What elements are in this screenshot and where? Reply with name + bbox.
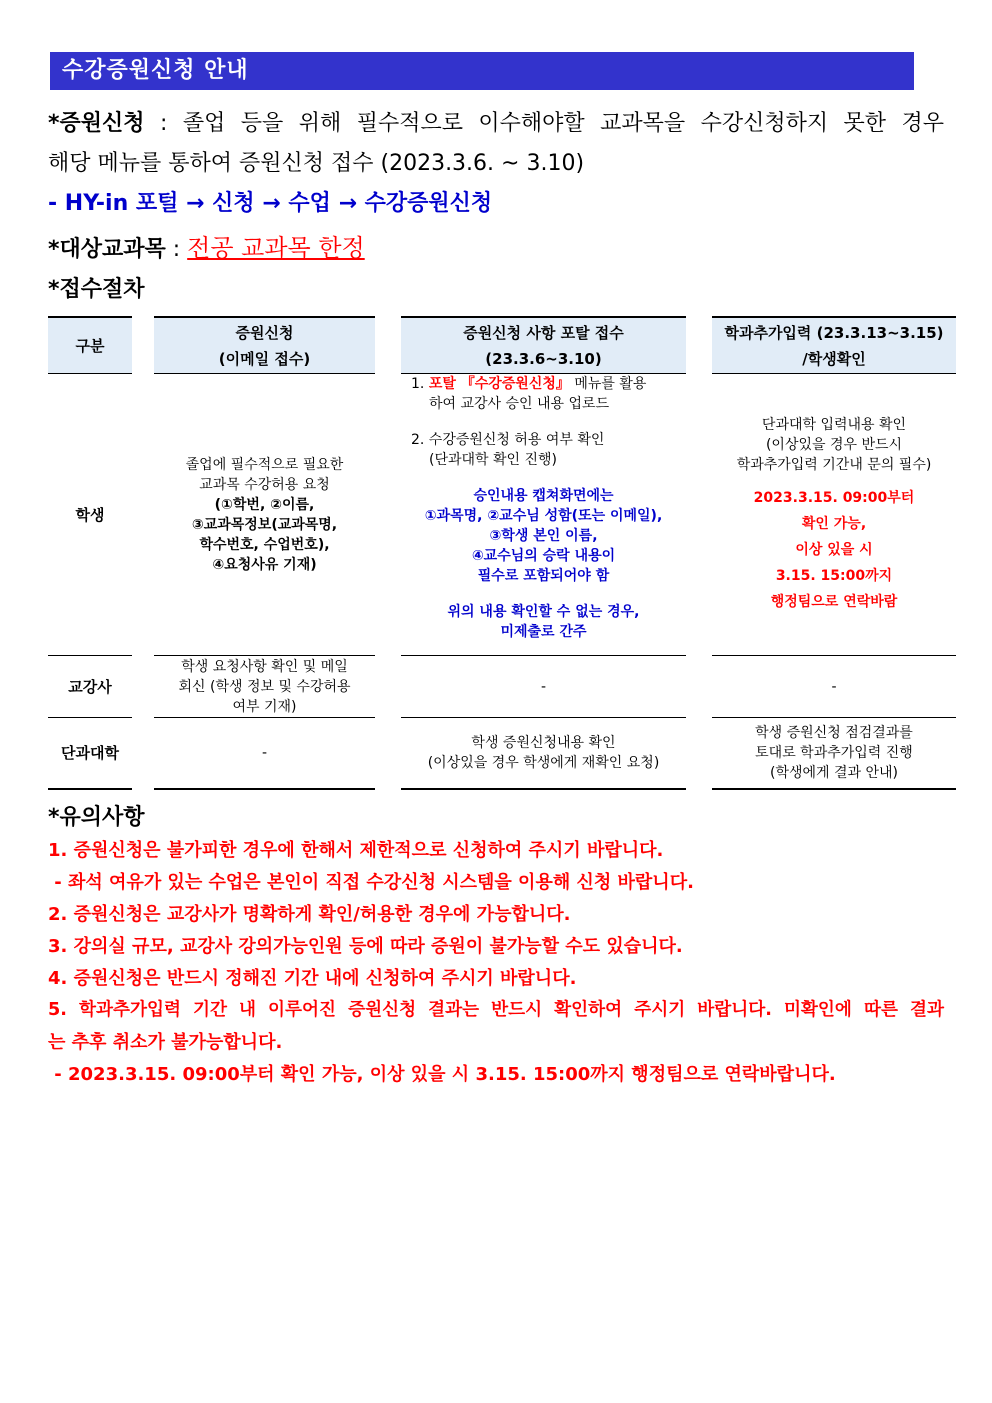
definition-text-2: 해당 메뉴를 통하여 증원신청 접수 (2023.3.6. ~ 3.10) [48,151,585,176]
dept-check-line: 학과추가입력 기간내 문의 필수) [736,456,932,473]
instructor-email-line: 여부 기재) [232,698,297,715]
student-email-bold-line: ④요청사유 기재) [212,556,317,573]
menu-path: - HY-in 포털 → 신청 → 수업 → 수강증원신청 [48,191,493,216]
college-portal-cell [401,718,686,790]
portal-step-2-line2: (단과대학 확인 진행) [429,452,558,468]
college-email-cell [154,718,375,790]
header-gubun-text: 구분 [75,336,105,355]
row-label-instructor-text: 교강사 [68,677,112,696]
definition-text-1: 졸업 등을 위해 필수적으로 이수해야할 교과목을 수강신청하지 못한 경우 [182,111,944,136]
header-dept-l2: /학생확인 [802,349,866,368]
note-item: - 좌석 여유가 있는 수업은 본인이 직접 수강신청 시스템을 이용해 신청 바랍니다. [48,872,694,893]
page-title: 수강증원신청 안내 [50,52,914,90]
instructor-portal-dash: - [540,678,547,695]
definition-sep: : [144,111,183,136]
instructor-portal-cell [401,656,686,718]
portal-step-1-rest: 메뉴를 활용 [569,376,647,392]
row-label-college [48,718,132,790]
definition-label: *증원신청 [48,111,145,136]
capture-requirement-line: ④교수님의 승락 내용이 [471,548,616,564]
instructor-email-line: 학생 요청사항 확인 및 메일 [181,658,348,675]
dept-deadline-line: 행정팀으로 연락바람 [770,593,898,610]
header-email-application [154,316,375,374]
note-item: 1. 증원신청은 불가피한 경우에 한해서 제한적으로 신청하여 주시기 바랍니다. [48,840,664,861]
portal-step-1-prefix: 1. [411,376,429,392]
instructor-dept-cell [712,656,956,718]
college-portal-line: 학생 증원신청내용 확인 [471,735,616,751]
target-value: 전공 교과목 한정 [187,234,365,262]
non-submission-line: 미제출로 간주 [500,624,587,640]
target-line [48,228,365,263]
college-portal-line: (이상있을 경우 학생에게 재확인 요청) [427,755,660,771]
procedure-table [48,316,956,790]
dept-deadline-line: 이상 있을 시 [795,541,873,558]
header-email-l2: (이메일 접수) [218,349,311,368]
portal-step-1-menu: 포탈 『수강증원신청』 [428,376,570,392]
student-email-bold-line: ③교과목정보(교과목명, [191,516,338,533]
student-email-line: 졸업에 필수적으로 필요한 [185,456,344,473]
capture-requirement-line: ①과목명, ②교수님 성함(또는 이메일), [424,508,663,524]
header-portal-submission [401,316,686,374]
dept-deadline-line: 2023.3.15. 09:00부터 [753,489,915,506]
header-portal-l2: (23.3.6~3.10) [485,349,602,368]
college-dept-line: (학생에게 결과 안내) [769,765,899,781]
note-item: 2. 증원신청은 교강사가 명확하게 확인/허용한 경우에 가능합니다. [48,904,571,925]
note-item: 3. 강의실 규모, 교강사 강의가능인원 등에 따라 증원이 불가능할 수도 있습니다. [48,936,683,957]
portal-step-2 [401,430,604,470]
portal-step-2-line1: 2. 수강증원신청 허용 여부 확인 [411,432,605,448]
note-item: 는 추후 취소가 불가능합니다. [48,1032,283,1053]
instructor-email-line: 회신 (학생 정보 및 수강허용 [178,678,351,695]
definition-line-1 [48,106,944,137]
dept-check-line: (이상있을 경우 반드시 [765,436,903,453]
student-email-bold-line: (①학번, ②이름, [214,496,315,513]
capture-requirement-line: ③학생 본인 이름, [489,528,598,544]
note-item: 5. 학과추가입력 기간 내 이루어진 증원신청 결과는 반드시 확인하여 주시기 바랍니다. 미확인에 따른 결과 [48,1000,944,1020]
dept-check-line: 단과대학 입력내용 확인 [761,416,907,433]
student-email-line: 교과목 수강허용 요청 [199,476,330,493]
student-email-cell [154,374,375,656]
student-portal-cell [401,374,686,656]
instructor-email-cell [154,656,375,718]
note-item: - 2023.3.15. 09:00부터 확인 가능, 이상 있을 시 3.15. 15:00까지 행정팀으로 연락바랍니다. [48,1064,836,1085]
notes-label: *유의사항 [48,805,145,830]
instructor-dept-dash: - [831,678,837,695]
header-email-l1: 증원신청 [235,323,294,342]
college-email-dash: - [261,745,268,761]
procedure-label: *접수절차 [48,277,145,302]
row-label-instructor [48,656,132,718]
target-label: *대상교과목 [48,237,166,262]
row-label-student [48,374,132,656]
dept-deadline-line: 확인 가능, [801,515,867,532]
header-portal-l1: 증원신청 사항 포탈 접수 [463,323,624,342]
college-dept-line: 학생 증원신청 점검결과를 [755,725,913,741]
portal-step-1-line2: 하여 교강사 승인 내용 업로드 [429,396,610,412]
student-dept-cell [712,374,956,656]
capture-requirement-line: 승인내용 캡쳐화면에는 [473,488,614,504]
college-dept-cell [712,718,956,790]
header-dept-l1: 학과추가입력 (23.3.13~3.15) [724,323,944,342]
row-label-college-text: 단과대학 [61,744,119,762]
header-dept-input [712,316,956,374]
portal-step-1 [401,374,646,414]
target-sep: : [165,237,188,262]
college-dept-line: 토대로 학과추가입력 진행 [755,745,913,761]
header-gubun [48,316,132,374]
student-email-bold-line: 학수번호, 수업번호), [199,536,330,553]
non-submission-line: 위의 내용 확인할 수 없는 경우, [447,604,640,620]
row-label-student-text: 학생 [75,505,105,524]
note-item: 4. 증원신청은 반드시 정해진 기간 내에 신청하여 주시기 바랍니다. [48,968,577,989]
capture-requirement-line: 필수로 포함되어야 함 [477,568,610,584]
dept-deadline-line: 3.15. 15:00까지 [775,567,893,584]
